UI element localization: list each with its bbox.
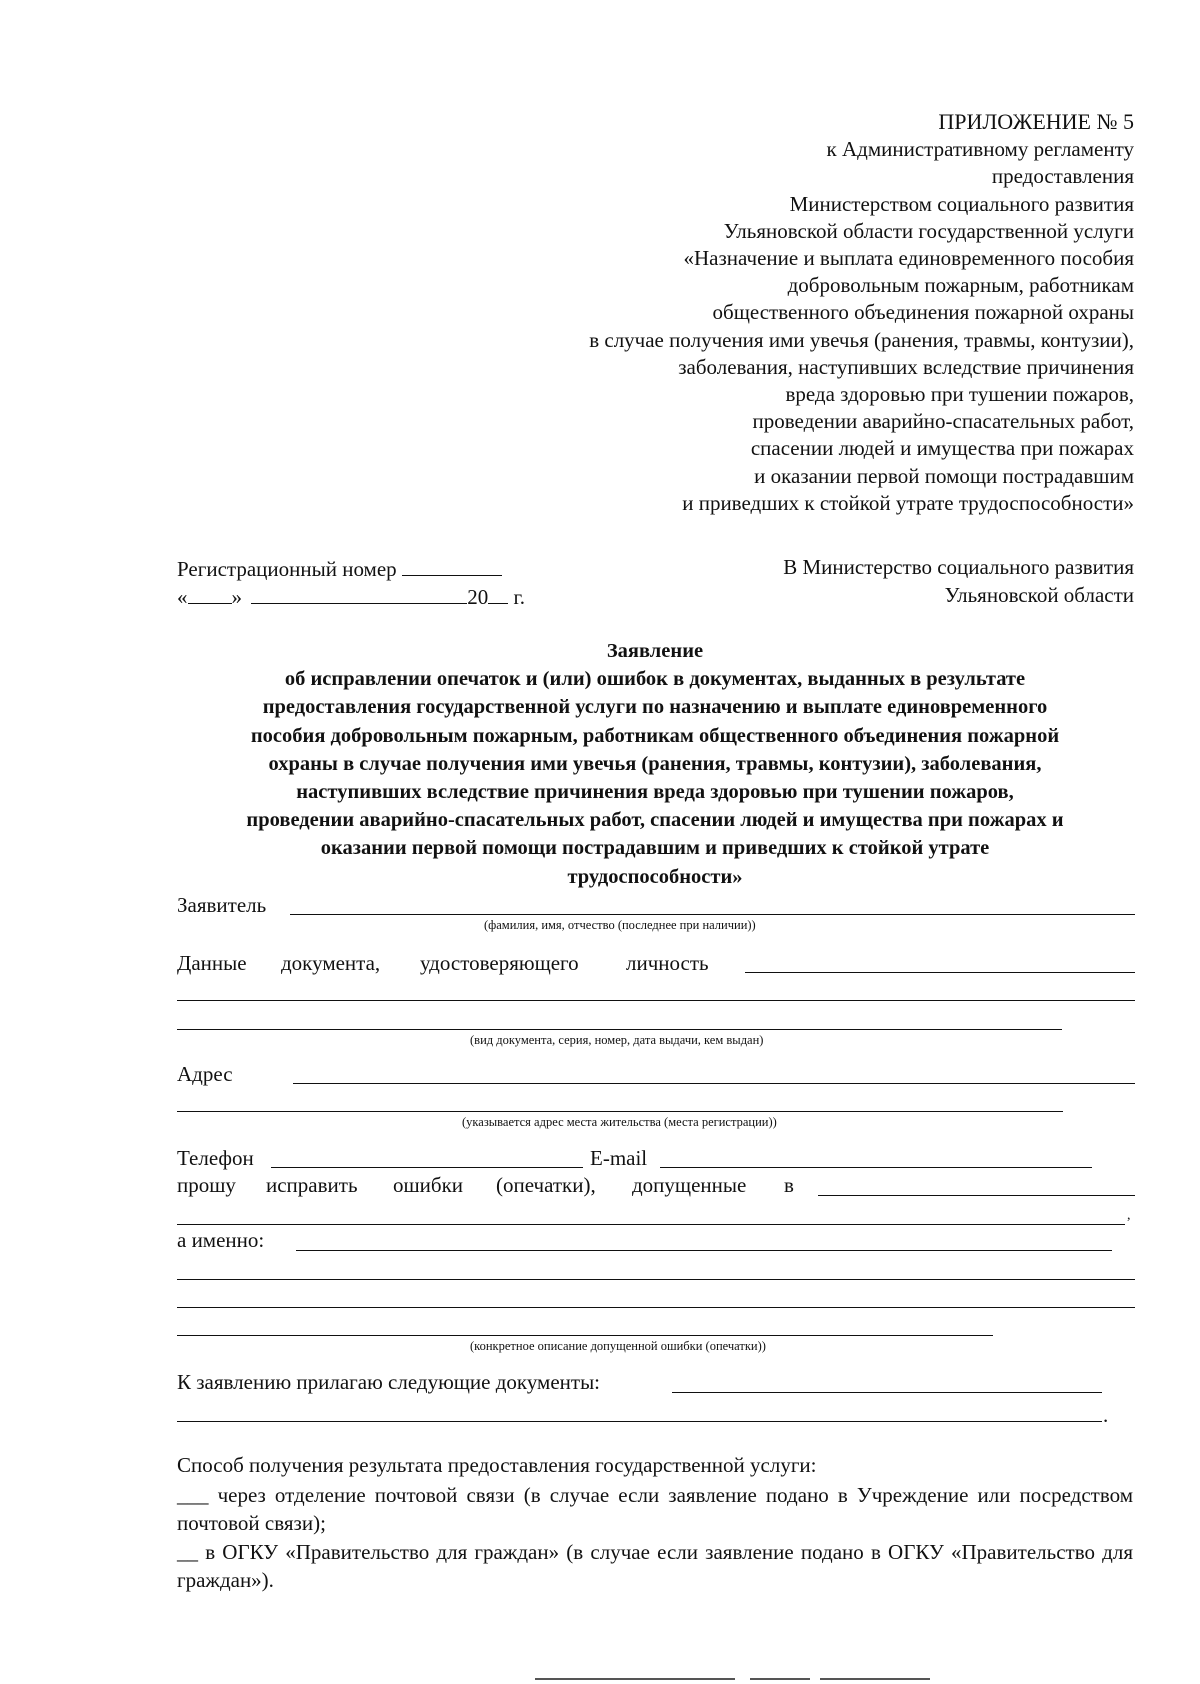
attach-field-2[interactable]	[177, 1421, 1102, 1422]
addressee-line: В Министерство социального развития	[783, 555, 1134, 579]
footer-line-mark	[750, 1678, 810, 1680]
request-end-comma: ,	[1127, 1208, 1131, 1223]
footer-line-mark	[820, 1678, 930, 1680]
appendix-line: и оказании первой помощи пострадавшим	[754, 463, 1134, 488]
statement-title-line: наступивших вследствие причинения вреда здоровью при тушении пожаров,	[296, 781, 1014, 804]
address-field-2[interactable]	[177, 1111, 1063, 1112]
attach-end-dot: .	[1103, 1403, 1109, 1427]
id-doc-word: Данные	[177, 951, 247, 975]
registration-number-row	[177, 555, 525, 583]
namely-field-4[interactable]	[177, 1335, 993, 1336]
request-word: допущенные	[632, 1173, 747, 1197]
appendix-line: добровольным пожарным, работникам	[787, 273, 1134, 298]
error-hint: (конкретное описание допущенной ошибки (опечатки))	[470, 1339, 766, 1353]
namely-field-1[interactable]	[296, 1250, 1112, 1251]
request-word: исправить	[266, 1173, 358, 1197]
registration-number-label: Регистрационный номер	[177, 557, 397, 581]
registration-number-field[interactable]	[402, 555, 502, 576]
date-year-prefix: 20	[467, 585, 489, 609]
email-field[interactable]	[660, 1167, 1092, 1168]
attach-label: К заявлению прилагаю следующие документы:	[177, 1370, 601, 1394]
delivery-heading: Способ получения результата предоставления государственной услуги:	[177, 1453, 817, 1477]
request-word: (опечатки),	[496, 1173, 596, 1197]
statement-title-line: охраны в случае получения ими увечья (ранения, травмы, контузии), заболевания,	[268, 752, 1042, 775]
appendix-line: предоставления	[991, 164, 1134, 189]
appendix-line: Министерством социального развития	[789, 191, 1134, 216]
addressee-line: Ульяновской области	[944, 583, 1134, 607]
namely-label: а именно:	[177, 1228, 265, 1252]
statement-heading: Заявление	[606, 640, 704, 662]
request-field-1[interactable]	[818, 1195, 1135, 1196]
appendix-line: проведении аварийно-спасательных работ,	[752, 409, 1134, 434]
namely-field-3[interactable]	[177, 1307, 1135, 1308]
date-year-field[interactable]	[488, 583, 508, 604]
statement-title-line: оказании первой помощи пострадавшим и приведших к стойкой утрате	[320, 837, 990, 860]
appendix-line: в случае получения ими увечья (ранения, травмы, контузии),	[589, 327, 1134, 352]
address-hint: (указывается адрес места жительства (места регистрации))	[462, 1115, 777, 1129]
statement-title-line: трудоспособности»	[567, 865, 743, 888]
appendix-title: ПРИЛОЖЕНИЕ № 5	[938, 109, 1134, 134]
id-doc-word: документа,	[281, 951, 381, 975]
delivery-option-center: __ в ОГКУ «Правительство для граждан» (в случае если заявление подано в ОГКУ «Правительство для граждан»).	[177, 1540, 1133, 1592]
namely-field-2[interactable]	[177, 1279, 1135, 1280]
id-doc-field-2[interactable]	[177, 1000, 1135, 1001]
registration-block	[177, 555, 525, 611]
statement-title-line: проведении аварийно-спасательных работ, спасении людей и имущества при пожарах и	[246, 809, 1064, 832]
request-word: ошибки	[393, 1173, 464, 1197]
id-doc-word: личность	[626, 951, 709, 975]
phone-field[interactable]	[271, 1167, 583, 1168]
email-label: E-mail	[590, 1146, 648, 1170]
appendix-line: общественного объединения пожарной охраны	[712, 300, 1134, 325]
statement-title-line: пособия добровольным пожарным, работникам общественного объединения пожарной	[250, 724, 1060, 747]
appendix-line: и приведших к стойкой утрате трудоспособности»	[682, 490, 1134, 515]
applicant-label: Заявитель	[177, 893, 267, 917]
id-doc-field-1[interactable]	[745, 972, 1135, 973]
statement-title	[170, 637, 1140, 891]
appendix-line: Ульяновской области государственной услуги	[723, 218, 1134, 243]
date-close-quote: »	[231, 585, 242, 609]
id-doc-field-3[interactable]	[177, 1029, 1062, 1030]
date-day-field[interactable]	[188, 583, 232, 604]
address-field-1[interactable]	[293, 1083, 1135, 1084]
id-doc-word: удостоверяющего	[420, 951, 579, 975]
attach-field-1[interactable]	[672, 1392, 1102, 1393]
appendix-header	[589, 108, 1134, 517]
statement-title-line: предоставления государственной услуги по назначению и выплате единовременного	[262, 696, 1048, 719]
address-label: Адрес	[177, 1062, 233, 1086]
request-field-2[interactable]	[177, 1224, 1125, 1225]
appendix-line: к Административному регламенту	[826, 137, 1134, 162]
footer-line-mark	[535, 1678, 735, 1680]
statement-title-line: об исправлении опечаток и (или) ошибок в документах, выданных в результате	[284, 668, 1026, 691]
date-year-suffix: г.	[513, 585, 525, 609]
request-word: прошу	[177, 1173, 236, 1197]
id-doc-hint: (вид документа, серия, номер, дата выдачи, кем выдан)	[470, 1033, 764, 1047]
delivery-option-post: ___ через отделение почтовой связи (в случае если заявление подано в Учреждение или посредством почтовой связи);	[177, 1483, 1133, 1535]
date-month-field[interactable]	[251, 583, 467, 604]
appendix-line: вреда здоровью при тушении пожаров,	[785, 382, 1134, 407]
applicant-hint: (фамилия, имя, отчество (последнее при наличии))	[484, 918, 756, 932]
appendix-line: спасении людей и имущества при пожарах	[750, 436, 1134, 461]
phone-label: Телефон	[177, 1146, 254, 1170]
registration-date-row	[177, 583, 525, 611]
request-word: в	[784, 1173, 794, 1197]
date-open-quote: «	[177, 585, 188, 609]
appendix-line: «Назначение и выплата единовременного пособия	[683, 246, 1134, 271]
appendix-line: заболевания, наступивших вследствие причинения	[678, 354, 1134, 379]
applicant-field[interactable]	[290, 914, 1135, 915]
addressee-block	[783, 553, 1134, 609]
